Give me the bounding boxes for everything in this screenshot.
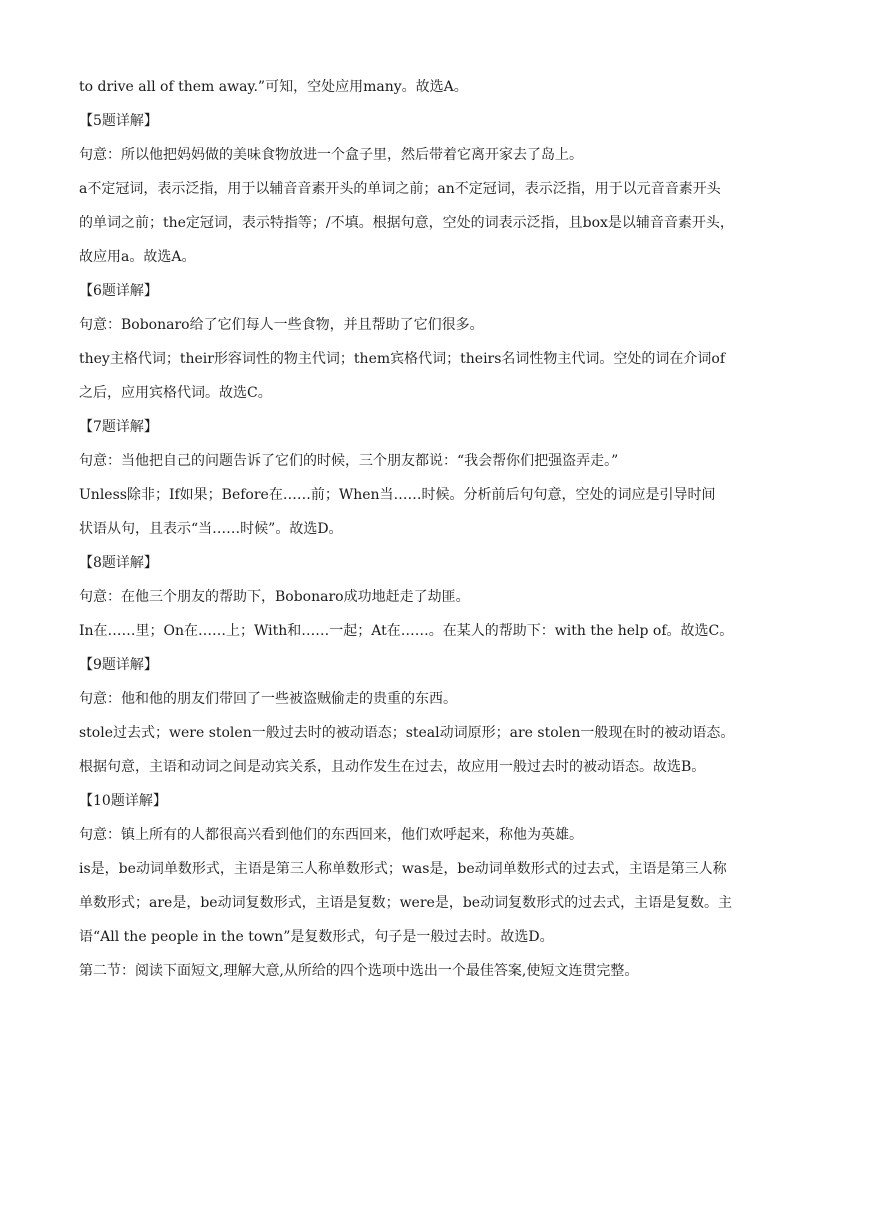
paragraph-line: 句意：他和他的朋友们带回了一些被盗贼偷走的贵重的东西。 <box>79 691 457 707</box>
section-heading-q8: 【8题详解】 <box>79 555 158 571</box>
section-heading-q10: 【10题详解】 <box>79 793 167 809</box>
section-heading-q7: 【7题详解】 <box>79 419 158 435</box>
paragraph-line: stole过去式；were stolen一般过去时的被动语态；steal动词原形；are stolen一般现在时的被动语态。 <box>79 725 735 741</box>
paragraph-line: to drive all of them away.”可知，空处应用many。故选A。 <box>79 79 468 95</box>
paragraph-line: they主格代词；their形容词性的物主代词；them宾格代词；theirs名词性物主代词。空处的词在介词of <box>79 351 726 367</box>
section-heading-q6: 【6题详解】 <box>79 283 158 299</box>
paragraph-line: 句意：在他三个朋友的帮助下，Bobonaro成功地赶走了劫匪。 <box>79 589 470 605</box>
paragraph-line: 根据句意，主语和动词之间是动宾关系，且动作发生在过去，故应用一般过去时的被动语态。故选B。 <box>79 759 706 775</box>
section-heading-q9: 【9题详解】 <box>79 657 158 673</box>
paragraph-line: 状语从句，且表示“当……时候”。故选D。 <box>79 521 343 537</box>
paragraph-line: 单数形式；are是，be动词复数形式，主语是复数；were是，be动词复数形式的过去式，主语是复数。主 <box>79 895 733 911</box>
paragraph-line: 之后，应用宾格代词。故选C。 <box>79 385 272 401</box>
paragraph-line: 句意：当他把自己的问题告诉了它们的时候，三个朋友都说：“我会帮你们把强盗弄走。” <box>79 453 619 469</box>
paragraph-line: In在……里；On在……上；With和……一起；At在……。在某人的帮助下：with the help of。故选C。 <box>79 623 734 639</box>
paragraph-line: a不定冠词，表示泛指，用于以辅音音素开头的单词之前；an不定冠词，表示泛指，用于以元音音素开头 <box>79 181 721 197</box>
section-heading-q5: 【5题详解】 <box>79 113 158 129</box>
section-intro-line: 第二节：阅读下面短文,理解大意,从所给的四个选项中选出一个最佳答案,使短文连贯完整。 <box>79 963 639 979</box>
paragraph-line: 句意：所以他把妈妈做的美味食物放进一个盒子里，然后带着它离开家去了岛上。 <box>79 147 583 163</box>
paragraph-line: 故应用a。故选A。 <box>79 249 196 265</box>
paragraph-line: 的单词之前；the定冠词，表示特指等；/不填。根据句意，空处的词表示泛指，且box是以辅音音素开头， <box>79 215 734 231</box>
paragraph-line: Unless除非；If如果；Before在……前；When当……时候。分析前后句句意，空处的词应是引导时间 <box>79 487 716 503</box>
document-body <box>79 70 795 988</box>
paragraph-line: 句意：镇上所有的人都很高兴看到他们的东西回来，他们欢呼起来，称他为英雄。 <box>79 827 583 843</box>
paragraph-line: 语“All the people in the town”是复数形式，句子是一般过去时。故选D。 <box>79 929 554 945</box>
paragraph-line: 句意：Bobonaro给了它们每人一些食物，并且帮助了它们很多。 <box>79 317 484 333</box>
paragraph-line: is是，be动词单数形式，主语是第三人称单数形式；was是，be动词单数形式的过去式，主语是第三人称 <box>79 861 727 877</box>
